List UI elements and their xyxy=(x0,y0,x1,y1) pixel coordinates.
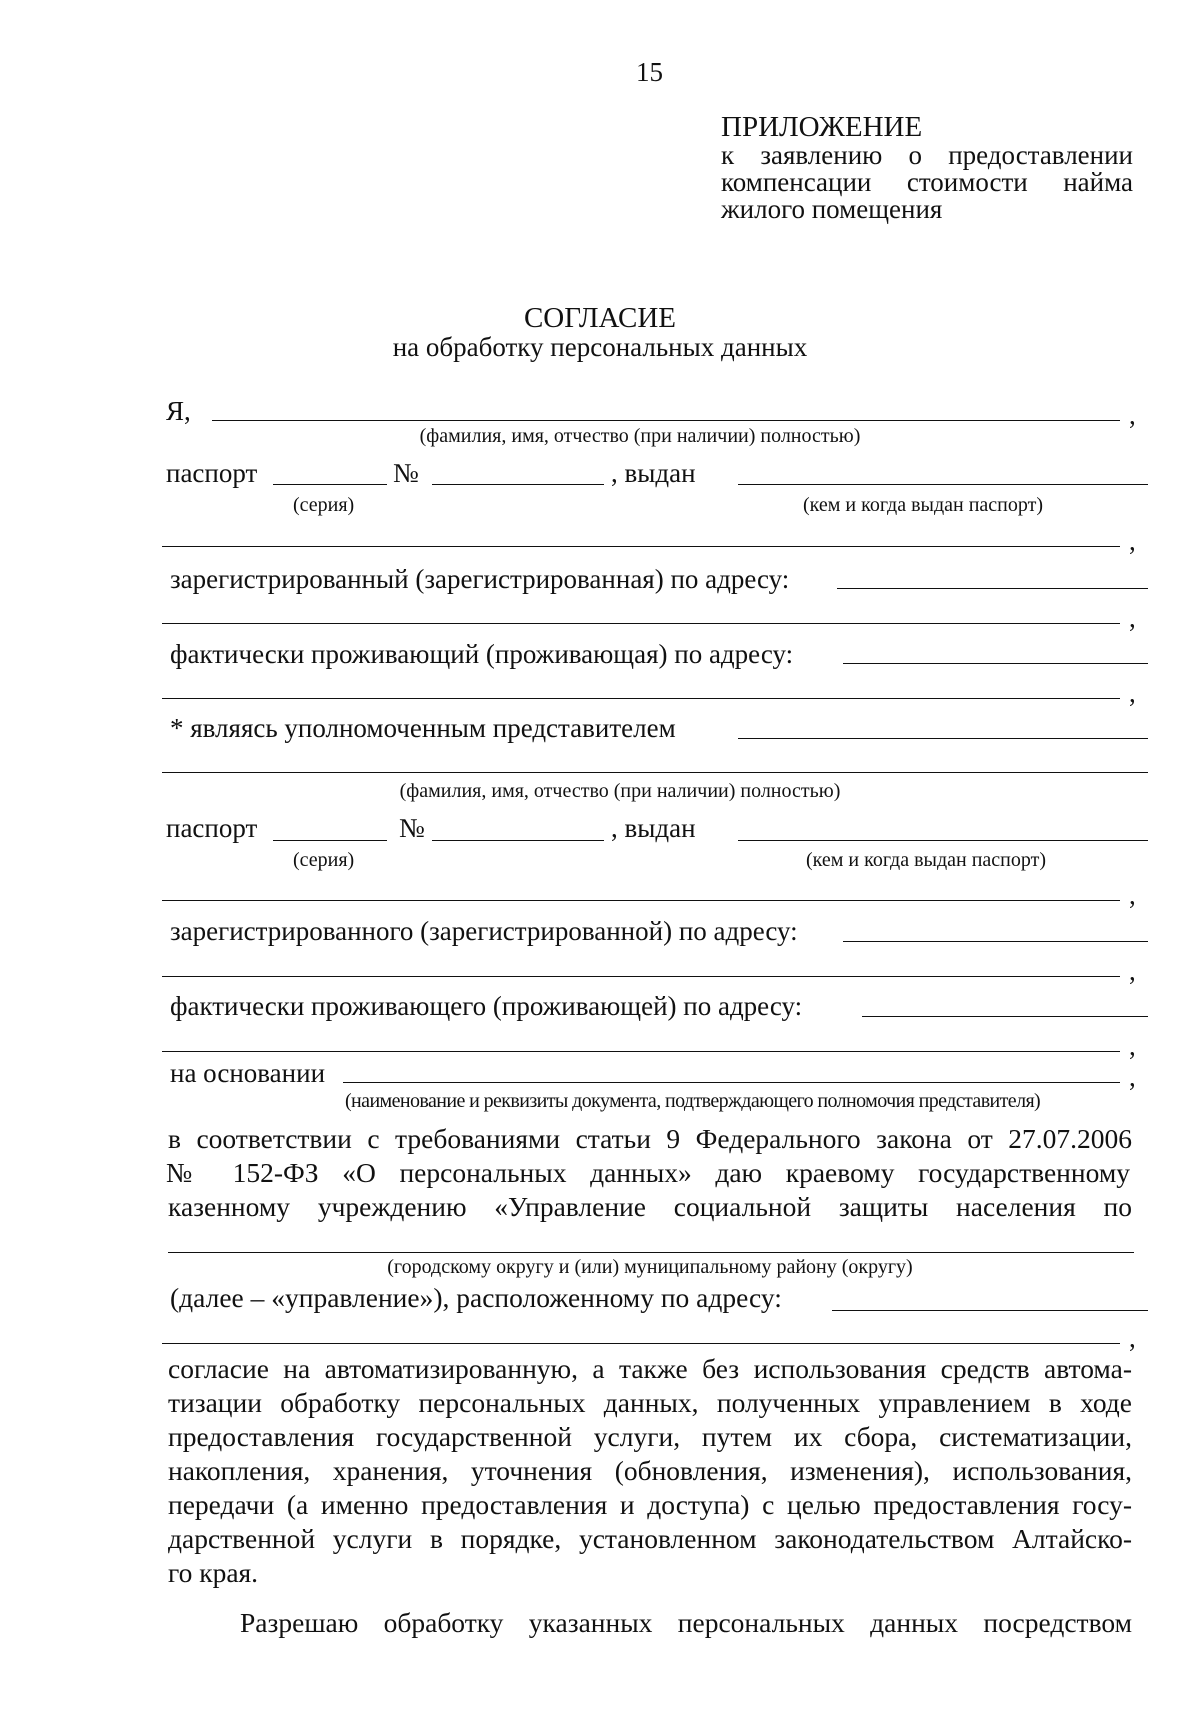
applicant-issued-field-continued[interactable] xyxy=(162,546,1120,547)
consent-body-line: передачи (а именно предоставления и доступа) с целью предоставления госу- xyxy=(168,1489,1132,1520)
appendix-line: к заявлению о предоставлении xyxy=(721,140,1133,170)
representative-name-field[interactable] xyxy=(738,738,1148,739)
applicant-registered-label: зарегистрированный (зарегистрированная) по адресу: xyxy=(170,564,790,594)
representative-living-label: фактически проживающего (проживающей) по адресу: xyxy=(170,991,803,1021)
consent-body-line: предоставления государственной услуги, путем их сбора, систематизации, xyxy=(168,1421,1132,1452)
consent-body-line: тизации обработку персональных данных, полученных управлением в ходе xyxy=(168,1387,1132,1418)
representative-living-field-continued[interactable] xyxy=(162,1051,1120,1052)
comma: , xyxy=(1129,526,1136,556)
representative-issued-field-continued[interactable] xyxy=(162,900,1120,901)
comma: , xyxy=(1129,400,1136,430)
applicant-living-label: фактически проживающий (проживающая) по адресу: xyxy=(170,639,794,669)
comma: , xyxy=(1129,678,1136,708)
representative-passport-number-label: № xyxy=(399,813,425,843)
representative-basis-field[interactable] xyxy=(343,1082,1120,1083)
representative-passport-series-field[interactable] xyxy=(273,840,387,841)
consent-text-line: казенному учреждению «Управление социальной защиты населения по xyxy=(168,1191,1132,1222)
consent-body-line: дарственной услуги в порядке, установленном законодательством Алтайско- xyxy=(168,1523,1132,1554)
appendix-title: ПРИЛОЖЕНИЕ xyxy=(721,111,923,143)
consent-final-line: Разрешаю обработку указанных персональных данных посредством xyxy=(240,1607,1132,1638)
applicant-registered-field-continued[interactable] xyxy=(162,623,1120,624)
applicant-fio-field[interactable] xyxy=(212,420,1120,421)
applicant-living-field-continued[interactable] xyxy=(162,698,1120,699)
appendix-line: жилого помещения xyxy=(721,194,943,224)
applicant-passport-number-label: № xyxy=(393,458,419,488)
representative-fio-hint: (фамилия, имя, отчество (при наличии) полностью) xyxy=(399,780,841,802)
applicant-issued-label: , выдан xyxy=(611,458,696,488)
document-title: СОГЛАСИЕ xyxy=(523,302,677,334)
applicant-living-field[interactable] xyxy=(843,663,1148,664)
district-hint: (городскому округу и (или) муниципальному району (округу) xyxy=(387,1256,913,1278)
department-address-field[interactable] xyxy=(832,1310,1148,1311)
representative-series-hint: (серия) xyxy=(293,849,355,871)
comma: , xyxy=(1129,880,1136,910)
consent-body-line: согласие на автоматизированную, а также без использования средств автома- xyxy=(168,1353,1132,1384)
document-subtitle: на обработку персональных данных xyxy=(392,332,808,362)
representative-issued-field[interactable] xyxy=(738,840,1148,841)
representative-registered-field-continued[interactable] xyxy=(162,976,1120,977)
consent-text-line: в соответствии с требованиями статьи 9 Федерального закона от 27.07.2006 xyxy=(168,1123,1132,1154)
representative-living-field[interactable] xyxy=(862,1016,1148,1017)
applicant-registered-field[interactable] xyxy=(837,588,1148,589)
page-number: 15 xyxy=(636,57,663,87)
representative-issued-hint: (кем и когда выдан паспорт) xyxy=(806,849,1047,871)
applicant-issued-hint: (кем и когда выдан паспорт) xyxy=(803,494,1044,516)
district-field[interactable] xyxy=(168,1252,1134,1253)
representative-name-field-continued[interactable] xyxy=(162,772,1148,773)
consent-body-line: накопления, хранения, уточнения (обновления, изменения), использования, xyxy=(168,1455,1132,1486)
comma: , xyxy=(1129,1062,1136,1092)
consent-body xyxy=(168,1352,1132,1590)
appendix-line: компенсации стоимости найма xyxy=(721,167,1133,197)
representative-registered-label: зарегистрированного (зарегистрированной) по адресу: xyxy=(170,916,798,946)
consent-body-line: го края. xyxy=(168,1557,259,1588)
representative-basis-label: на основании xyxy=(170,1058,326,1088)
department-address-field-continued[interactable] xyxy=(162,1343,1120,1344)
applicant-i-label: Я, xyxy=(166,396,191,426)
representative-passport-label: паспорт xyxy=(166,813,258,843)
comma: , xyxy=(1129,1031,1136,1061)
consent-text-line: № 152-ФЗ «О персональных данных» даю краевому государственному xyxy=(166,1157,1130,1188)
applicant-issued-field[interactable] xyxy=(738,484,1148,485)
applicant-series-hint: (серия) xyxy=(293,494,355,516)
representative-basis-hint: (наименование и реквизиты документа, подтверждающего полномочия представителя) xyxy=(345,1090,1041,1112)
applicant-passport-number-field[interactable] xyxy=(432,484,604,485)
representative-label: * являясь уполномоченным представителем xyxy=(170,713,676,743)
appendix-block xyxy=(721,112,1133,223)
applicant-passport-series-field[interactable] xyxy=(273,484,387,485)
representative-registered-field[interactable] xyxy=(843,941,1148,942)
comma: , xyxy=(1129,956,1136,986)
department-address-label: (далее – «управление»), расположенному по адресу: xyxy=(170,1282,782,1313)
comma: , xyxy=(1129,603,1136,633)
representative-passport-number-field[interactable] xyxy=(432,840,604,841)
applicant-fio-hint: (фамилия, имя, отчество (при наличии) полностью) xyxy=(419,425,861,447)
representative-issued-label: , выдан xyxy=(611,813,696,843)
applicant-passport-label: паспорт xyxy=(166,458,258,488)
comma: , xyxy=(1129,1323,1136,1353)
